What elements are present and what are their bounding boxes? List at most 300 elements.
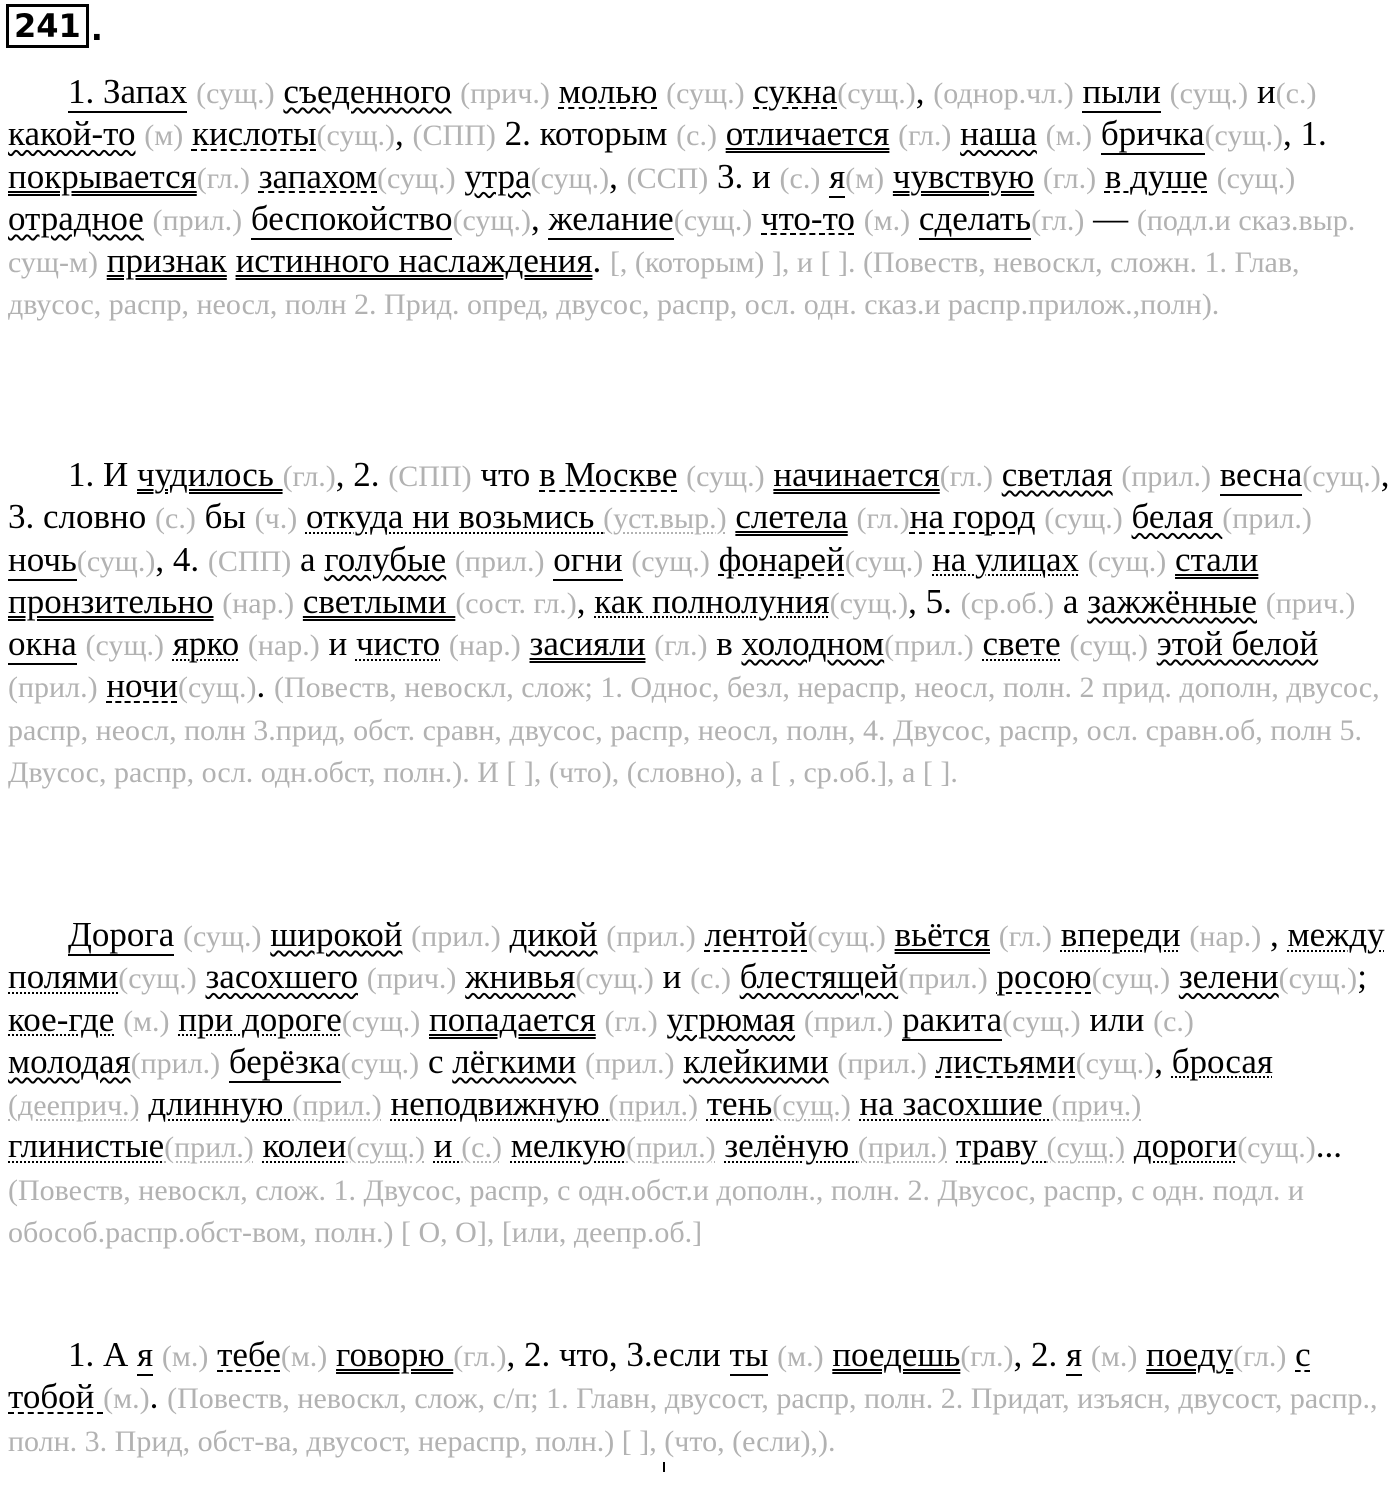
grammar-note: (СПП)	[388, 460, 472, 493]
grammar-note: (сущ.)	[1204, 119, 1284, 153]
plain-text	[597, 915, 606, 954]
attribute-word: этой белой	[1156, 624, 1319, 664]
attribute-word: утра	[464, 156, 531, 196]
grammar-note: (прил.)	[1121, 460, 1211, 493]
plain-text	[1079, 540, 1088, 579]
plain-text: 1. А	[68, 1335, 138, 1374]
subject-word: бричка	[1100, 114, 1205, 154]
adverbial-word: и	[433, 1126, 462, 1166]
plain-text	[675, 1042, 684, 1081]
grammar-note: (прил.)	[803, 1004, 894, 1038]
grammar-note: (однор.чл.)	[933, 77, 1074, 110]
grammar-note: (сущ.)	[1237, 1131, 1316, 1165]
plain-text	[1125, 1126, 1134, 1165]
plain-text	[521, 624, 530, 663]
plain-text	[239, 624, 248, 663]
predicate-word: чувствую	[892, 156, 1035, 196]
plain-text	[1208, 157, 1217, 196]
plain-text	[1170, 957, 1179, 996]
plain-text	[327, 1335, 336, 1374]
plain-text	[951, 114, 960, 153]
paragraph-4	[8, 1335, 1394, 1462]
plain-text	[1161, 72, 1170, 111]
plain-text	[1166, 540, 1175, 579]
attribute-word: зажжённые	[1087, 581, 1257, 621]
attribute-word: отрадное	[8, 198, 144, 238]
predicate-word: светлыми	[302, 581, 456, 621]
plain-text	[382, 1084, 391, 1123]
grammar-note: (прил.)	[292, 1089, 382, 1123]
plain-text: .	[256, 666, 274, 706]
grammar-note: [, (которым) ], и [ ]. (Повеств, невоскл, сложн. 1. Глав, двусос, распр, неосл, полн 2. Прид. опред, двусос, распр, осл. одн. сказ.и распр.прилож.,полн).	[8, 246, 1300, 322]
plain-text	[144, 199, 153, 238]
adverbial-word: бросая	[1171, 1041, 1273, 1081]
predicate-word: истинного наслаждения	[235, 241, 593, 281]
plain-text	[893, 1000, 902, 1039]
attribute-word: съеденного	[283, 72, 452, 111]
plain-text	[294, 582, 303, 621]
plain-text: что	[471, 455, 540, 494]
grammar-note: (прил.)	[898, 962, 988, 996]
plain-text	[717, 114, 726, 153]
subject-word: ночь	[8, 539, 77, 579]
grammar-note: (прил.)	[411, 920, 501, 953]
plain-text	[242, 199, 251, 238]
grammar-note: (м)	[144, 119, 184, 153]
plain-text	[446, 540, 455, 579]
grammar-note: (Повеств, невоскл, слож, с/п; 1. Главн, двусост, распр, полн. 2. Придат, изъясн, двусост, распр., полн. 3. Прид, обст-ва, двусост, нераспр, полн.) [ ], (что, (если),).	[8, 1382, 1378, 1458]
subject-word: пыли	[1082, 72, 1161, 111]
exercise-number	[6, 4, 103, 48]
grammar-note: (сущ.)	[1169, 77, 1249, 110]
grammar-note: (прил.)	[608, 1089, 698, 1123]
plain-text: в	[707, 624, 742, 664]
attribute-word: светлая	[1001, 455, 1113, 494]
adverbial-word: чисто	[355, 624, 441, 664]
plain-text: ;	[1357, 957, 1367, 997]
grammar-note: (прил.)	[152, 203, 243, 237]
grammar-note: (прич.)	[460, 77, 550, 110]
grammar-note: (м.)	[777, 1340, 824, 1373]
grammar-note: (м.)	[280, 1340, 328, 1373]
grammar-note: (гл.)	[960, 1340, 1014, 1373]
plain-text	[1123, 497, 1132, 536]
plain-text: 1. И	[68, 455, 138, 494]
grammar-note: (сущ.)	[452, 203, 531, 237]
subject-word: ракита	[902, 999, 1003, 1039]
predicate-word: начинается	[773, 455, 940, 494]
predicate-word: поедешь	[832, 1335, 961, 1374]
grammar-note: (прил.)	[8, 671, 98, 705]
grammar-note: (сущ.)	[118, 962, 197, 996]
grammar-note: (сущ.)	[1044, 502, 1123, 536]
plain-text	[214, 582, 223, 621]
plain-text	[824, 1335, 833, 1374]
subject-word: ты	[729, 1335, 769, 1374]
grammar-note: (сущ.)	[844, 544, 924, 578]
plain-text	[752, 199, 761, 238]
plain-text	[174, 915, 183, 954]
grammar-note: (подл.и сказ.выр. сущ-м)	[8, 203, 1356, 280]
grammar-note: (сущ.)	[530, 161, 610, 195]
plain-text	[1137, 1335, 1146, 1374]
plain-text	[1211, 455, 1220, 494]
plain-text	[696, 915, 705, 954]
grammar-note: (прил.)	[164, 1131, 254, 1165]
adverbial-word: колеи	[262, 1126, 347, 1166]
grammar-note: (прил.)	[584, 1046, 675, 1080]
adverbial-word: свете	[982, 624, 1061, 664]
plain-text	[889, 114, 898, 153]
plain-text	[910, 199, 919, 238]
plain-text	[677, 455, 686, 494]
subject-word: беспокойство	[250, 198, 453, 238]
plain-text	[451, 72, 460, 111]
predicate-word: покрывается	[8, 156, 197, 196]
predicate-word: слетела	[735, 497, 848, 537]
grammar-note: (сущ.)	[631, 544, 710, 578]
grammar-note: (гл.)	[1233, 1340, 1287, 1373]
predicate-word: чудилось	[137, 455, 283, 494]
paragraph-1	[8, 72, 1394, 326]
plain-text	[988, 957, 997, 996]
attribute-word: жнивья	[465, 957, 576, 997]
grammar-note: (прил.)	[606, 920, 696, 953]
plain-text: ,	[530, 198, 549, 238]
exercise-number-box: 241	[6, 4, 89, 48]
plain-text	[1036, 497, 1045, 536]
attribute-word: какой-то	[8, 114, 136, 154]
plain-text	[135, 114, 144, 153]
object-word: лентой	[704, 915, 808, 954]
plain-text	[1148, 624, 1157, 663]
plain-text	[420, 1000, 429, 1039]
plain-text	[923, 540, 932, 579]
grammar-note: (сущ.)	[772, 1089, 851, 1123]
grammar-note: (гл.)	[898, 119, 952, 153]
grammar-note: (прил.)	[130, 1046, 221, 1080]
grammar-note: (сущ.)	[377, 161, 456, 195]
subject-word: я	[1066, 1335, 1083, 1374]
subject-word: я	[137, 1335, 154, 1374]
grammar-note: (сущ.)	[807, 920, 886, 953]
grammar-note: (сущ.)	[837, 77, 916, 110]
grammar-note: (ч.)	[254, 502, 298, 536]
plain-text	[576, 1042, 585, 1081]
grammar-note: (нар.)	[222, 586, 295, 620]
adverbial-word: дороги	[1133, 1126, 1238, 1166]
grammar-note: (гл.)	[604, 1004, 658, 1038]
plain-text	[993, 455, 1002, 494]
plain-text	[456, 957, 465, 996]
grammar-note: (сущ.)	[316, 119, 396, 153]
plain-text: 3. и	[708, 156, 780, 196]
paragraph-3	[8, 915, 1394, 1253]
plain-text	[208, 1335, 217, 1374]
grammar-note: (сущ.)	[183, 920, 262, 953]
grammar-note: (СПП)	[207, 544, 292, 578]
object-word: с тобой	[8, 1335, 1311, 1417]
plain-text: ,	[915, 72, 934, 111]
grammar-note: (Повеств, невоскл, слож; 1. Однос, безл, нераспр, неосл, полн. 2 прид. дополн, двусос, распр, неосл, полн 3.прид, обст. сравн, двусос, распр, неосл, полн, 4. Двусос, распр, осл. сравн.об, полн 5. Двусос, распр, осл. одн.обст, полн.). И [ ], (что), (словно), а [ , ср.об.], а [ ].	[8, 671, 1380, 790]
grammar-note: (сущ.)	[575, 962, 654, 996]
predicate-word: засияли	[529, 624, 646, 664]
grammar-note: (м.)	[1045, 119, 1093, 153]
grammar-note: (с.)	[690, 962, 731, 996]
plain-text	[544, 540, 553, 579]
predicate-word: вьётся	[894, 915, 990, 954]
plain-text	[77, 624, 86, 663]
grammar-note: (гл.)	[1031, 203, 1085, 237]
attribute-word: холодном	[741, 624, 885, 664]
exercise-number-dot: .	[90, 10, 103, 48]
adverbial-word: между полями	[8, 915, 1385, 997]
plain-text	[297, 497, 306, 536]
attribute-word: широкой	[270, 915, 403, 954]
plain-text	[657, 72, 666, 111]
object-word: росою	[996, 957, 1092, 997]
plain-text: , 5.	[908, 581, 961, 621]
plain-text: , 2. что, 3.если	[506, 1335, 730, 1374]
grammar-note: (прил.)	[837, 1046, 927, 1080]
attribute-word: дикой	[509, 915, 598, 954]
plain-text: .	[592, 241, 610, 281]
adverbial-word: зелёную	[724, 1126, 858, 1166]
adverbial-word: глинистые	[8, 1126, 165, 1166]
plain-text: —	[1084, 198, 1137, 238]
attribute-word: угрюмая	[666, 999, 796, 1039]
predicate-word: стали пронзительно	[8, 539, 1259, 621]
plain-text	[220, 1042, 229, 1081]
plain-text	[425, 1126, 434, 1165]
predicate-word: попадается	[429, 999, 596, 1039]
plain-text	[1082, 1335, 1091, 1374]
adverbial-word: при дороге	[178, 999, 342, 1039]
adverbial-word: тень	[706, 1084, 773, 1124]
plain-text: ...	[1315, 1126, 1342, 1166]
grammar-note: (СПП)	[412, 119, 496, 153]
plain-text	[990, 915, 999, 954]
predicate-word: отличается	[725, 114, 890, 154]
subject-word: весна	[1219, 455, 1303, 494]
attribute-word: белая	[1131, 497, 1223, 537]
adverbial-word: на улицах	[932, 539, 1080, 579]
plain-text: ,	[609, 156, 627, 196]
grammar-note: (сущ.)	[1075, 1046, 1155, 1080]
plain-text	[1092, 114, 1101, 153]
attribute-word: зелени	[1178, 957, 1279, 997]
grammar-note: (сущ.)	[1091, 962, 1171, 996]
grammar-note: (сущ.)	[673, 203, 753, 237]
plain-text	[623, 540, 632, 579]
adverbial-word: ярко	[172, 624, 240, 664]
plain-text: или	[1080, 999, 1154, 1039]
grammar-note: (сущ.)	[85, 629, 165, 663]
grammar-note: (с.)	[779, 161, 821, 195]
grammar-note: (сущ.)	[341, 1004, 421, 1038]
predicate-word: признак	[106, 241, 227, 281]
object-word: листьями	[935, 1041, 1076, 1081]
plain-text	[698, 1084, 707, 1123]
plain-text	[262, 915, 271, 954]
plain-text	[947, 1126, 956, 1165]
plain-text	[187, 72, 196, 111]
plain-text: бы	[195, 497, 255, 537]
grammar-note: (нар.)	[448, 629, 521, 663]
grammar-note: (сущ.)	[1278, 962, 1358, 996]
subject-word: огни	[553, 539, 623, 579]
grammar-note: (сущ.)	[1087, 544, 1167, 578]
plain-text: и	[653, 957, 691, 997]
plain-text: а	[291, 539, 325, 579]
grammar-note: (прич.)	[366, 962, 457, 996]
plain-text	[1096, 157, 1105, 196]
attribute-word: молодая	[8, 1041, 131, 1081]
page-mark	[663, 1462, 665, 1472]
grammar-note: (сущ.)	[76, 544, 156, 578]
object-word: что-то	[761, 198, 855, 238]
grammar-note: (нар.)	[1189, 920, 1262, 953]
plain-text	[855, 199, 864, 238]
object-word: сукна	[753, 72, 838, 111]
plain-text: , 2.	[335, 455, 389, 494]
plain-text	[170, 1000, 179, 1039]
object-word: в душе	[1104, 156, 1208, 196]
grammar-note: (дееприч.)	[8, 1089, 140, 1123]
subject-word: 1. Запах	[68, 72, 188, 111]
object-word: фонарей	[718, 539, 845, 579]
adverbial-word: мелкую	[510, 1126, 627, 1166]
plain-text	[927, 1042, 936, 1081]
grammar-note: (прил.)	[454, 544, 545, 578]
grammar-note: (прил.)	[1222, 502, 1312, 536]
grammar-note: (м.)	[161, 1340, 209, 1373]
grammar-note: (уст.выр.)	[603, 502, 727, 536]
grammar-note: (нар.)	[247, 629, 320, 663]
plain-text	[440, 624, 449, 663]
plain-text	[402, 915, 411, 954]
grammar-note: (гл.)	[282, 460, 336, 493]
plain-text	[710, 540, 719, 579]
plain-text: , 4.	[155, 539, 208, 579]
grammar-note: (ср.об.)	[960, 586, 1055, 620]
grammar-note: (гл.)	[856, 502, 910, 536]
grammar-note: (сущ.)	[1046, 1131, 1126, 1165]
object-word: ночи	[106, 666, 178, 706]
grammar-note: (с.)	[1275, 77, 1317, 110]
grammar-note: (м.)	[103, 1382, 150, 1416]
grammar-note: (ССП)	[626, 161, 709, 195]
grammar-note: (сущ.)	[340, 1046, 420, 1080]
plain-text	[98, 666, 107, 705]
object-word: запахом	[258, 156, 378, 196]
adverbial-word: кое-где	[8, 999, 115, 1039]
grammar-note: (гл.)	[196, 161, 250, 195]
adverbial-word: на засохшие	[859, 1084, 1052, 1124]
plain-text: с	[419, 1041, 453, 1081]
grammar-note: (сущ.)	[1002, 1004, 1081, 1038]
grammar-note: (м)	[845, 161, 885, 195]
plain-text	[550, 72, 559, 111]
grammar-note: (гл.)	[1042, 161, 1097, 195]
plain-text: ,	[1261, 915, 1288, 954]
plain-text	[851, 1084, 860, 1123]
grammar-note: (сущ.)	[829, 586, 909, 620]
plain-text	[645, 624, 654, 663]
adverbial-word: траву	[956, 1126, 1047, 1166]
grammar-note: (сущ.)	[1069, 629, 1148, 663]
plain-text	[114, 1000, 123, 1039]
predicate-word: поеду	[1146, 1335, 1234, 1374]
predicate-word: говорю	[336, 1335, 454, 1374]
plain-text	[153, 1335, 162, 1374]
plain-text: и	[1248, 72, 1276, 111]
object-word: молью	[558, 72, 658, 111]
grammar-note: (прил.)	[884, 629, 974, 663]
grammar-note: (прил.)	[857, 1131, 948, 1165]
grammar-note: (гл.)	[453, 1340, 507, 1373]
object-word: кислоты	[191, 114, 317, 154]
plain-text: 2. которым	[495, 114, 677, 154]
subject-word: желание	[548, 198, 674, 238]
subject-word: Дорога	[68, 915, 175, 954]
plain-text	[250, 157, 259, 196]
grammar-note: (м.)	[863, 203, 911, 237]
attribute-word: лёгкими	[452, 1041, 577, 1081]
plain-text	[164, 624, 173, 663]
subject-word: сделать	[918, 198, 1032, 238]
adverbial-word: как полнолуния	[594, 581, 830, 621]
object-word: в Москве	[539, 455, 678, 494]
attribute-word: засохшего	[205, 957, 358, 997]
plain-text	[886, 915, 895, 954]
plain-text: , 3. словно	[8, 455, 1390, 537]
grammar-note: (сущ.)	[1302, 460, 1381, 493]
plain-text	[1052, 915, 1061, 954]
adverbial-word: длинную	[148, 1084, 293, 1124]
paragraph-2	[8, 455, 1394, 793]
object-word: тебе	[217, 1335, 281, 1374]
grammar-note: (с.)	[676, 119, 717, 153]
adverbial-word: неподвижную	[390, 1084, 609, 1124]
plain-text: ,	[1154, 1041, 1172, 1081]
adverbial-word: впереди	[1060, 915, 1181, 954]
plain-text	[1257, 582, 1266, 621]
grammar-note: (прил.)	[626, 1131, 716, 1165]
plain-text	[820, 157, 829, 196]
object-word: на город	[909, 497, 1036, 537]
plain-text	[502, 1126, 511, 1165]
subject-word: окна	[8, 624, 77, 664]
plain-text	[768, 1335, 777, 1374]
grammar-note: (м.)	[123, 1004, 170, 1038]
grammar-note: (м.)	[1090, 1340, 1138, 1373]
grammar-note: (сущ.)	[177, 671, 257, 705]
grammar-note: (с.)	[1153, 1004, 1194, 1038]
plain-text	[795, 1000, 804, 1039]
plain-text	[1286, 1335, 1295, 1374]
grammar-note: (с.)	[155, 502, 196, 536]
plain-text: и	[319, 624, 356, 664]
grammar-note: (с.)	[461, 1131, 502, 1165]
grammar-note: (прич.)	[1265, 586, 1356, 620]
plain-text	[358, 957, 367, 996]
plain-text	[183, 114, 192, 153]
plain-text: ,	[395, 114, 413, 154]
plain-text	[731, 957, 740, 996]
grammar-note: (сущ.)	[666, 77, 745, 110]
grammar-note: (сущ.)	[686, 460, 765, 493]
